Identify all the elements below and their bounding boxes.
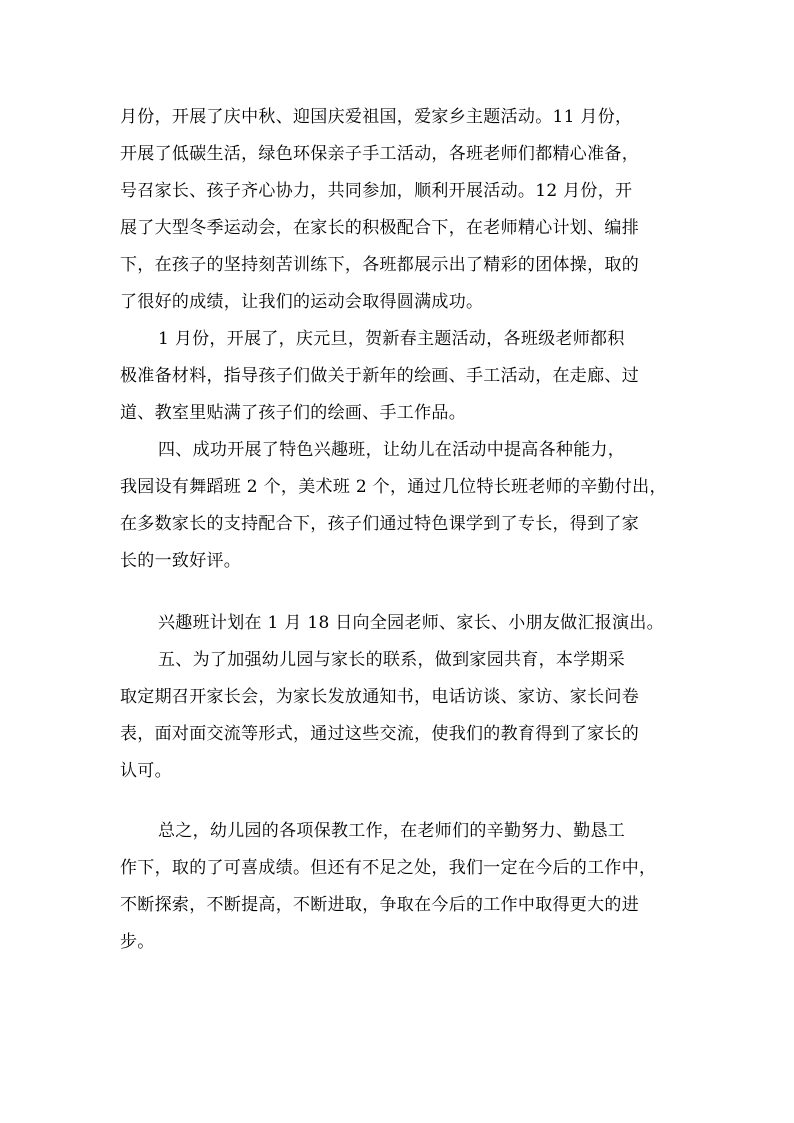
text-line: 展了大型冬季运动会，在家长的积极配合下，在老师精心计划、编排 [120,218,639,238]
text-line: 长的一致好评。 [120,551,242,571]
text-line: 四、成功开展了特色兴趣班，让幼儿在活动中提高各种能力， [158,440,626,460]
text-line: 作下，取的了可喜成绩。但还有不足之处，我们一定在今后的工作中， [120,858,657,878]
text-line: 表，面对面交流等形式，通过这些交流，使我们的教育得到了家长的 [120,724,639,744]
text-line: 五、为了加强幼儿园与家长的联系，做到家园共育，本学期采 [158,650,626,670]
text-line: 了很好的成绩，让我们的运动会取得圆满成功。 [120,292,484,312]
text-line: 认可。 [120,761,172,781]
text-line: 我园设有舞蹈班 2 个，美术班 2 个，通过几位特长班老师的辛勤付出， [120,477,667,497]
text-line: 步。 [120,932,155,952]
text-line: 号召家长、孩子齐心协力，共同参加，顺利开展活动。12 月份，开 [120,181,633,201]
text-line: 在多数家长的支持配合下，孩子们通过特色课学到了专长，得到了家 [120,514,639,534]
text-line: 兴趣班计划在 1 月 18 日向全园老师、家长、小朋友做汇报演出。 [158,613,664,633]
text-line: 月份，开展了庆中秋、迎国庆爱祖国，爱家乡主题活动。11 月份， [120,107,633,127]
text-line: 不断探索，不断提高，不断进取，争取在今后的工作中取得更大的进 [120,895,639,915]
text-line: 极准备材料，指导孩子们做关于新年的绘画、手工活动，在走廊、过 [120,366,639,386]
text-line: 道、教室里贴满了孩子们的绘画、手工作品。 [120,403,466,423]
text-line: 开展了低碳生活，绿色环保亲子手工活动，各班老师们都精心准备， [120,144,639,164]
text-line: 下，在孩子的坚持刻苦训练下，各班都展示出了精彩的团体操，取的 [120,255,639,275]
text-line: 1 月份，开展了，庆元旦，贺新春主题活动，各班级老师都积 [158,329,625,349]
text-line: 取定期召开家长会，为家长发放通知书，电话访谈、家访、家长问卷 [120,687,639,707]
text-line: 总之，幼儿园的各项保教工作，在老师们的辛勤努力、勤恳工 [158,821,626,841]
